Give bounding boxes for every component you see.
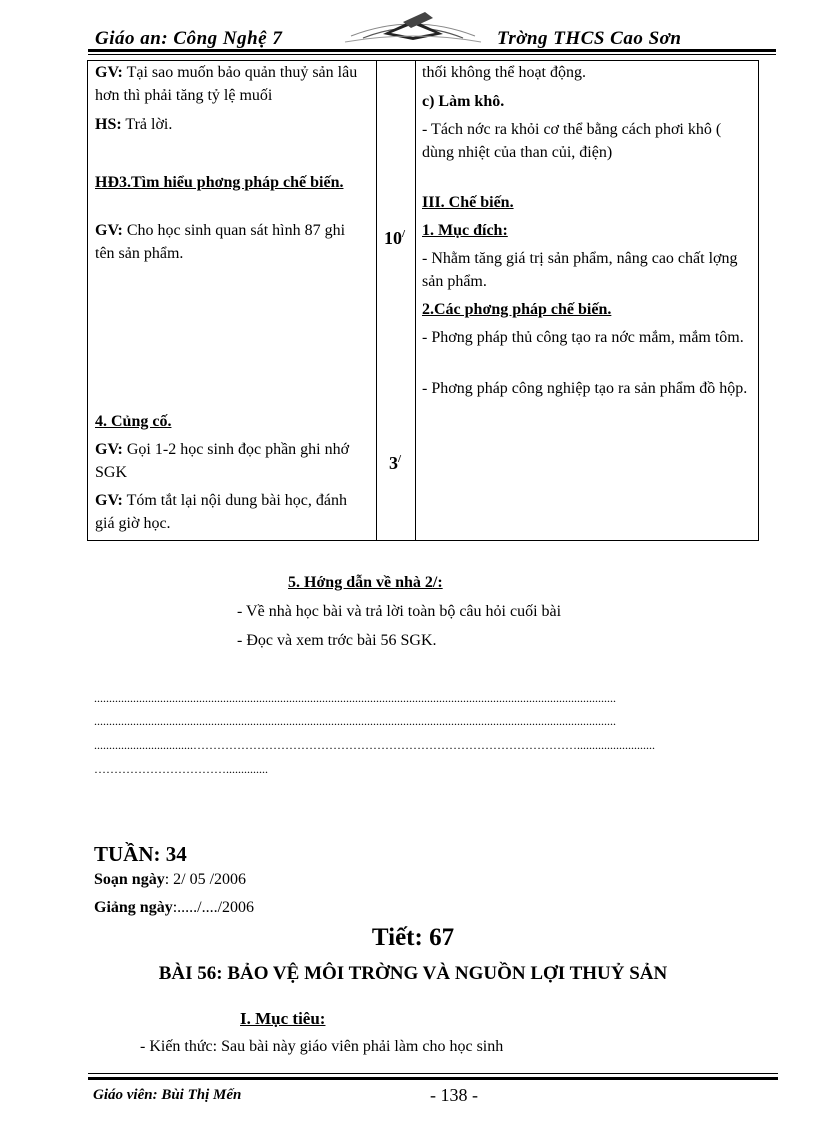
header-subject: Giáo an: Công Nghệ 7 — [95, 28, 283, 49]
period-number: Tiết: 67 — [371, 924, 455, 951]
dotted-line: …………………………….............. — [94, 762, 268, 776]
dotted-line: .............................................................................................................................................................................. — [94, 714, 616, 728]
question-2: GV: Cho học sinh quan sát hình 87 ghi tên sản phẩm. — [95, 222, 346, 262]
methods-heading: 2.Các phơng pháp chế biến. — [422, 301, 612, 318]
hd3-heading: HĐ3.Tìm hiểu phơng pháp chế biến. — [95, 174, 344, 191]
page-number: - 138 - — [430, 1085, 478, 1105]
header-rule-thin — [88, 54, 776, 55]
dotted-line: .................................…………………………………………………………………………………….......................... — [94, 738, 655, 752]
time-allocation-1: 10/ — [384, 228, 406, 248]
drying-heading: c) Làm khô. — [422, 93, 505, 110]
content-line: - Phơng pháp công nghiệp tạo ra sản phẩm đồ hộp. — [422, 380, 748, 397]
content-line: thối không thể hoạt động. — [422, 64, 586, 81]
column-divider — [376, 61, 377, 540]
question-4: GV: Tóm tắt lại nội dung bài học, đánh giá giờ học. — [95, 492, 347, 532]
homework-line: - Đọc và xem trớc bài 56 SGK. — [237, 632, 437, 649]
question-3: GV: Gọi 1-2 học sinh đọc phần ghi nhớ SGK — [95, 441, 350, 481]
objectives-line: - Kiến thức: Sau bài này giáo viên phải làm cho học sinh — [140, 1038, 504, 1055]
footer-teacher: Giáo viên: Bùi Thị Mến — [93, 1087, 242, 1103]
answer-1: HS: Trả lời. — [95, 116, 173, 133]
lesson-title: BÀI 56: BẢO VỆ MÔI TRỜNG VÀ NGUỒN LỢI THUỶ SẢN — [158, 963, 668, 984]
teach-date: Giảng ngày:...../..../2006 — [94, 899, 255, 916]
homework-line: - Về nhà học bài và trả lời toàn bộ câu hỏi cuối bài — [237, 603, 562, 620]
header-rule — [88, 49, 776, 52]
dotted-line: .............................................................................................................................................................................. — [94, 691, 616, 705]
content-line: - Tách nớc ra khỏi cơ thể bằng cách phơi khô ( dùng nhiệt của than củi, điện) — [422, 121, 722, 161]
week-number: TUẦN: 34 — [94, 842, 187, 866]
column-divider — [415, 61, 416, 540]
purpose-heading: 1. Mục đích: — [422, 222, 508, 239]
prep-date: Soạn ngày: 2/ 05 /2006 — [94, 871, 247, 888]
content-line: - Nhằm tăng giá trị sản phẩm, nâng cao chất lợng sản phẩm. — [422, 250, 738, 290]
lesson-table — [87, 60, 759, 541]
time-allocation-2: 3/ — [389, 453, 402, 473]
footer-rule-thin — [88, 1073, 778, 1074]
content-line: - Phơng pháp thủ công tạo ra nớc mắm, mắm tôm. — [422, 329, 744, 346]
objectives-heading: I. Mục tiêu: — [240, 1009, 326, 1028]
processing-heading: III. Chế biến. — [422, 194, 514, 211]
book-emblem-icon — [343, 8, 483, 46]
question-1: GV: Tại sao muốn bảo quản thuỷ sản lâu hơn thì phải tăng tỷ lệ muối — [95, 64, 358, 104]
homework-heading: 5. Hớng dẫn về nhà 2/: — [288, 574, 443, 591]
consolidation-heading: 4. Củng cố. — [95, 413, 172, 430]
header-school: Trờng THCS Cao Sơn — [497, 28, 682, 49]
footer-rule — [88, 1077, 778, 1080]
